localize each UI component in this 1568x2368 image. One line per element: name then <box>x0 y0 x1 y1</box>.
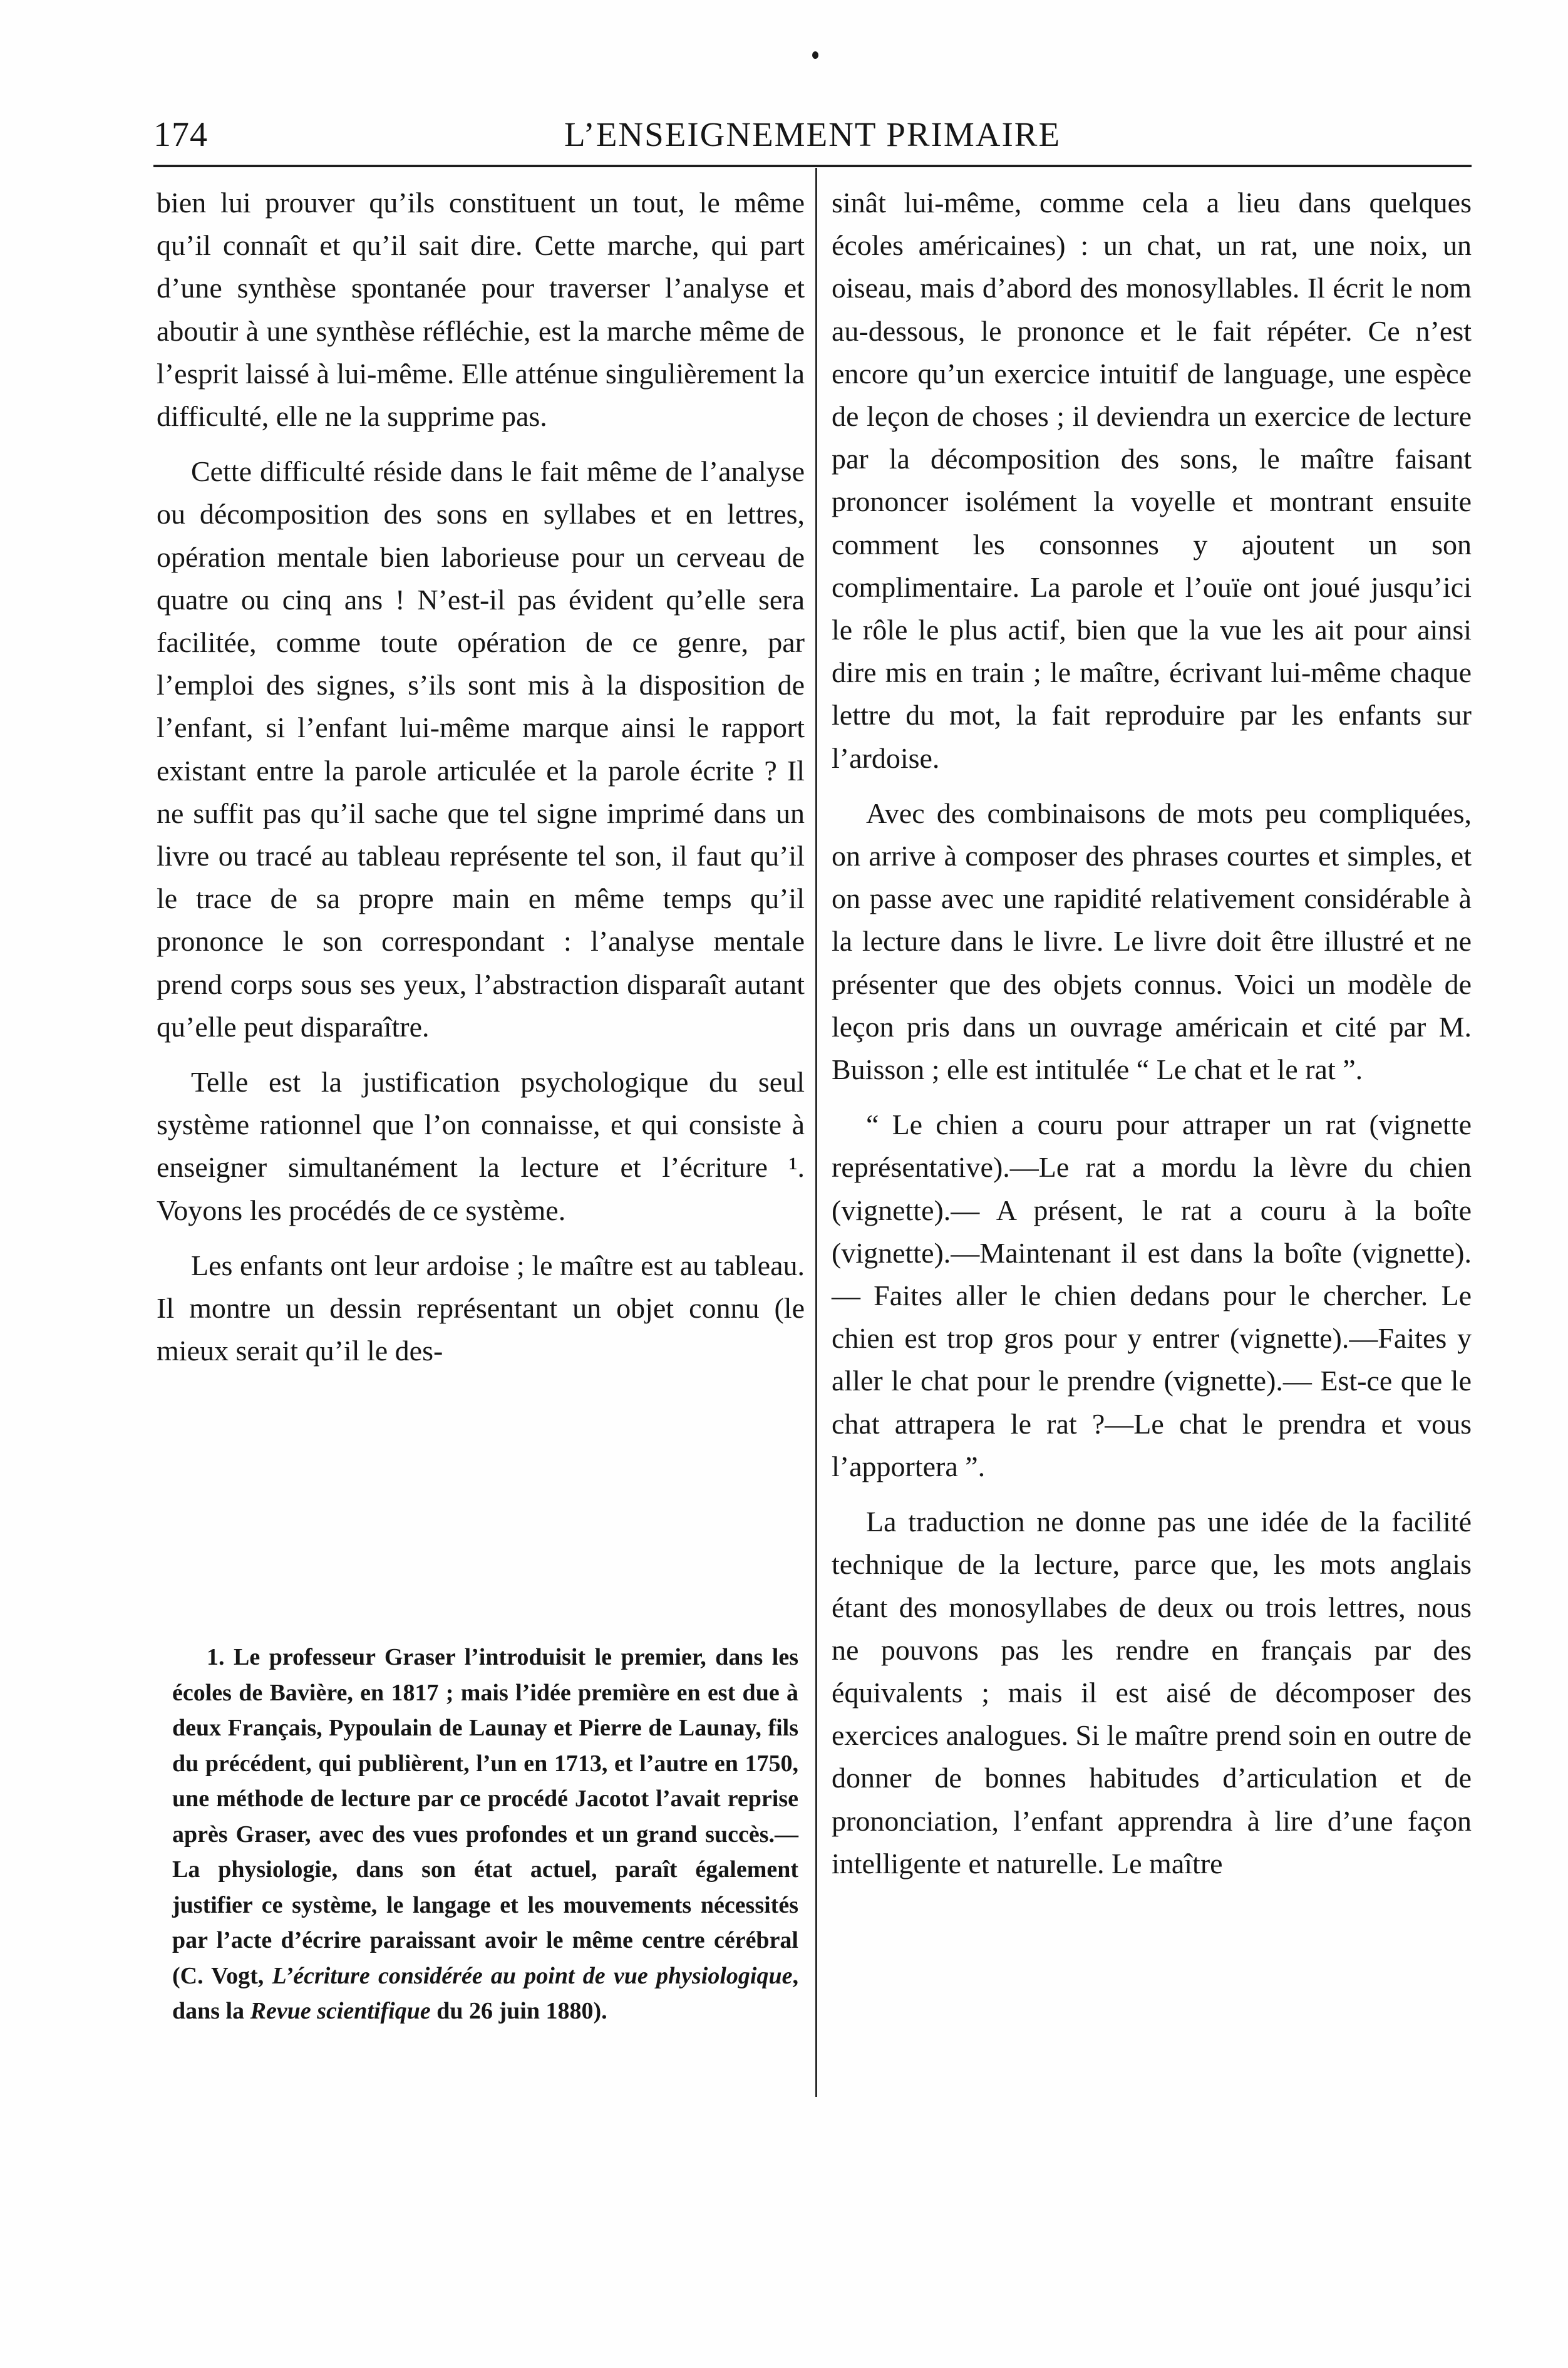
page-number: 174 <box>153 115 208 154</box>
right-paragraph-2: Avec des combinaisons de mots peu compliquées, on arrive à composer des phrases courtes et simples, et on passe avec une rapidité relativement considérable à la lecture dans le livre. Le livre doit être illustré et ne présenter que des objets connus. Voici un modèle de leçon pris dans un ouvrage américain et cité par M. Buisson ; elle est intitulée “ Le chat et le rat ”. <box>832 797 1472 1086</box>
left-column <box>157 182 805 1372</box>
ink-mark <box>812 51 818 59</box>
footnote <box>172 1640 798 2029</box>
running-title: L’ENSEIGNEMENT PRIMAIRE <box>564 115 1061 153</box>
footnote-text <box>172 1640 798 2029</box>
left-paragraph-1: bien lui prouver qu’ils constituent un tout, le même qu’il connaît et qu’il sait dire. Cette marche, qui part d’une synthèse spontanée pour traverser l’analyse et aboutir à une synthèse réfléchie, est la marche même de l’esprit laissé à lui-même. Elle atténue singulièrement la difficulté, elle ne la supprime pas. <box>157 187 805 433</box>
footnote-article-title: L’écriture considérée au point de vue physiologique <box>272 1962 793 1989</box>
footnote-text-end: du 26 juin 1880). <box>430 1998 607 2024</box>
page-header <box>153 103 1472 172</box>
right-paragraph-1: sinât lui-même, comme cela a lieu dans quelques écoles américaines) : un chat, un rat, une noix, un oiseau, mais d’abord des monosyllables. Il écrit le nom au-dessous, le prononce et le fait répéter. Ce n’est encore qu’un exercice intuitif de language, une espèce de leçon de choses ; il deviendra un exercice de lecture par la décomposition des sons, le maître faisant prononcer isolément la voyelle et montrant ensuite comment les consonnes y ajoutent un son complimentaire. La parole et l’ouïe ont joué jusqu’ici le rôle le plus actif, bien que la vue les ait pour ainsi dire mis en train ; le maître, écrivant lui-même chaque lettre du mot, la fait reproduire par les enfants sur l’ardoise. <box>832 187 1472 774</box>
right-column <box>832 182 1472 1885</box>
right-paragraph-3: “ Le chien a couru pour attraper un rat (vignette représentative).—Le rat a mordu la lèvre du chien (vignette).— A présent, le rat a couru à la boîte (vignette).—Maintenant il est dans la boîte (vignette). — Faites aller le chien dedans pour le chercher. Le chien est trop gros pour y entrer (vignette).—Faites y aller le chat pour le prendre (vignette).— Est-ce que le chat attrapera le rat ?—Le chat le prendra et vous l’apportera ”. <box>832 1109 1472 1482</box>
footnote-journal-title: Revue scientifique <box>250 1998 431 2024</box>
header-rule <box>153 165 1472 167</box>
right-paragraph-4: La traduction ne donne pas une idée de la facilité technique de la lecture, parce que, les mots anglais étant des monosyllabes de deux ou trois lettres, nous ne pouvons pas les rendre en français par des équivalents ; mais il est aisé de décomposer des exercices analogues. Si le maître prend soin en outre de donner de bonnes habitudes d’articulation et de prononciation, l’enfant apprendra à lire d’une façon intelligente et naturelle. Le maître <box>832 1506 1472 1879</box>
footnote-text-middle: , dans la <box>172 1962 798 2024</box>
left-paragraph-3: Telle est la justification psychologique du seul système rationnel que l’on connaisse, et qui consiste à enseigner simultanément la lecture et l’écriture ¹. Voyons les procédés de ce système. <box>157 1066 805 1226</box>
left-paragraph-4: Les enfants ont leur ardoise ; le maître est au tableau. Il montre un dessin représentant un objet connu (le mieux serait qu’il le des- <box>157 1249 805 1367</box>
column-divider <box>815 168 817 2097</box>
left-paragraph-2: Cette difficulté réside dans le fait même de l’analyse ou décomposition des sons en syllabes et en lettres, opération mentale bien laborieuse pour un cerveau de quatre ou cinq ans ! N’est-il pas évident qu’elle sera facilitée, comme toute opération de ce genre, par l’emploi des signes, s’ils sont mis à la disposition de l’enfant, si l’enfant lui-même marque ainsi le rapport existant entre la parole articulée et la parole écrite ? Il ne suffit pas qu’il sache que tel signe imprimé dans un livre ou tracé au tableau représente tel son, il faut qu’il le trace de sa propre main en même temps qu’il prononce le son correspondant : l’analyse mentale prend corps sous ses yeux, l’abstraction disparaît autant qu’elle peut disparaître. <box>157 455 805 1043</box>
footnote-text-start: 1. Le professeur Graser l’introduisit le premier, dans les écoles de Bavière, en 1817 ; mais l’idée première en est due à deux Français, Pypoulain de Launay et Pierre de Launay, fils du précédent, qui publièrent, l’un en 1713, et l’autre en 1750, une méthode de lecture par ce procédé Jacotot l’avait reprise après Graser, avec des vues profondes et un grand succès.—La physiologie, dans son état actuel, paraît également justifier ce système, le langage et les mouvements nécessités par l’acte d’écrire paraissant avoir le même centre cérébral (C. Vogt, <box>172 1644 798 1989</box>
